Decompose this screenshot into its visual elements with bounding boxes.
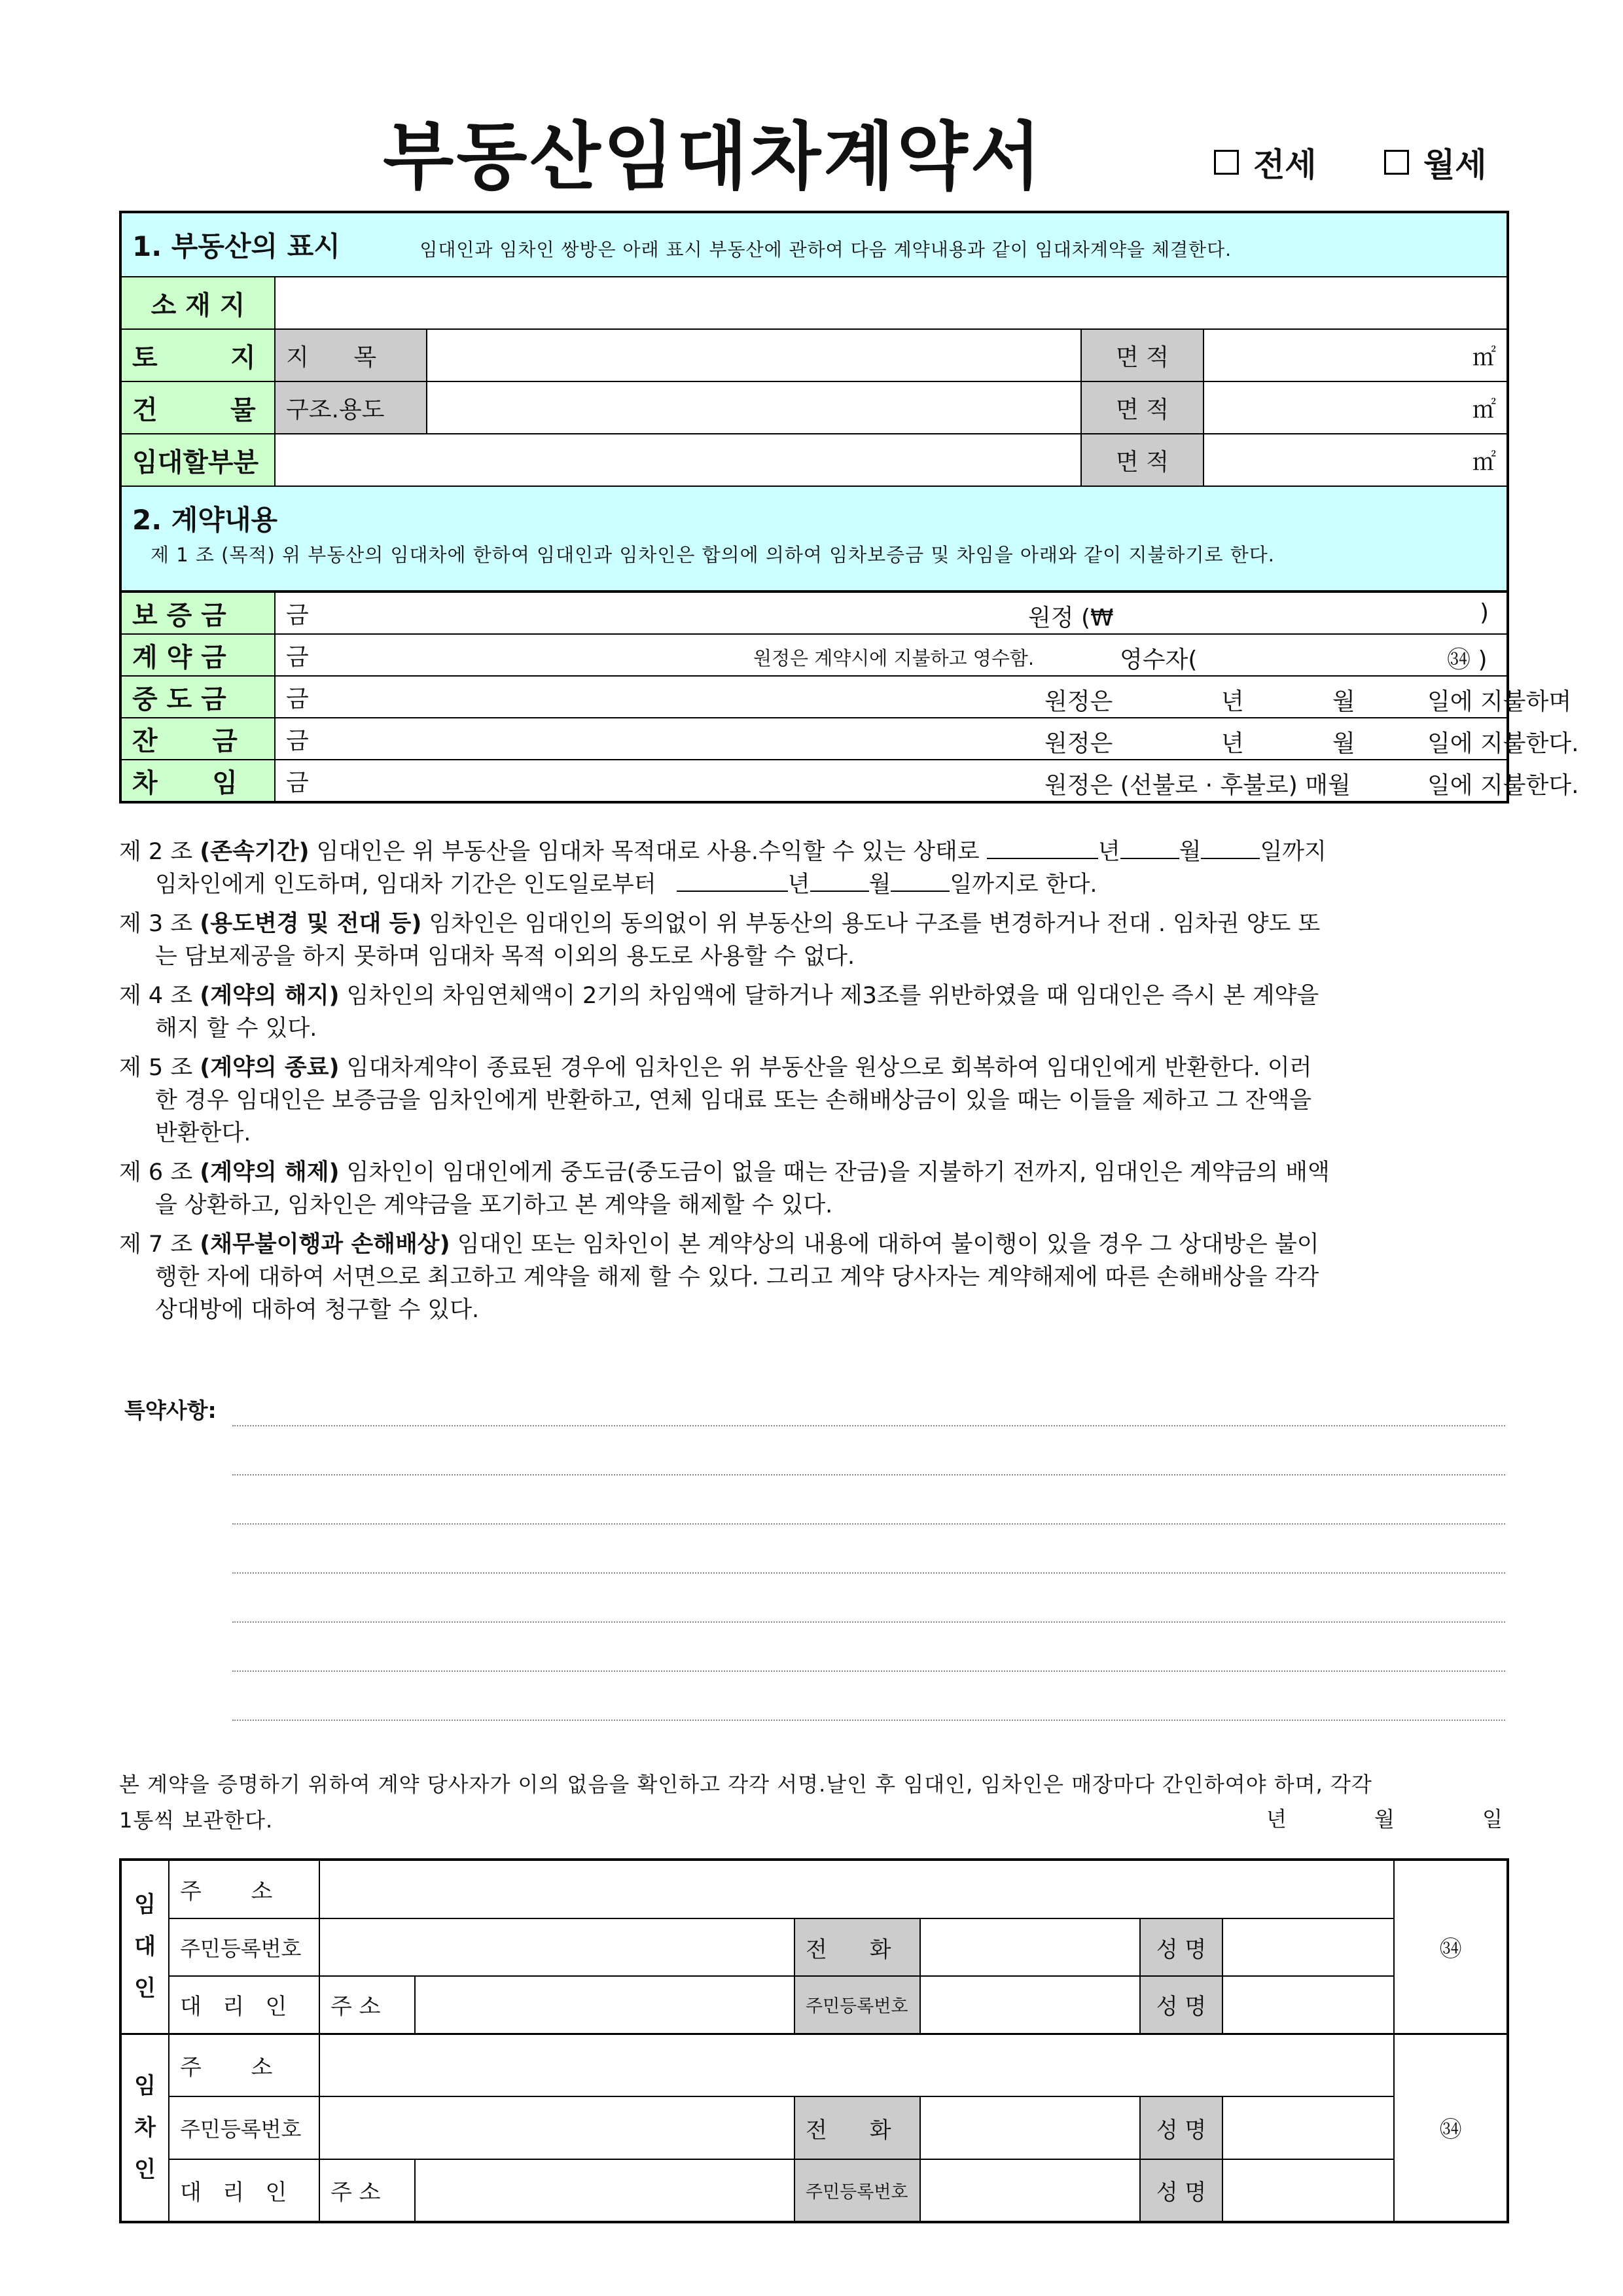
- closing-line2: 1통씩 보관한다.: [119, 1808, 274, 1833]
- lease-part-label: 임대할부분: [120, 434, 275, 486]
- article-2-month: 월: [1179, 839, 1202, 865]
- lessee-address-label: 주 소: [169, 2034, 319, 2096]
- rent-row: [120, 760, 1508, 802]
- article-6-number: 제 6 조: [119, 1159, 193, 1186]
- receiver-seal: ㉞ ): [1447, 646, 1488, 673]
- special-terms-line[interactable]: [232, 1720, 1505, 1721]
- lessee-agent-address-label: 주 소: [319, 2159, 415, 2222]
- special-terms-line[interactable]: [232, 1523, 1505, 1525]
- lessee-agent-name-field[interactable]: [1222, 2159, 1394, 2222]
- deposit-field[interactable]: [275, 592, 1508, 634]
- article-5-number: 제 5 조: [119, 1055, 193, 1081]
- article-5-line2: 한 경우 임대인은 보증금을 임차인에게 반환하고, 연체 임대료 또는 손해배상금이 있을 때는 이들을 제하고 그 잔액을: [155, 1087, 1312, 1114]
- article-2-day: 일까지: [1260, 839, 1327, 865]
- article-7: [119, 1228, 1510, 1326]
- lessor-agent-name-field[interactable]: [1222, 1976, 1394, 2034]
- article-7-number: 제 7 조: [119, 1231, 193, 1258]
- location-label: 소 재 지: [120, 277, 275, 329]
- interim-payment-row: [120, 676, 1508, 718]
- rent-text: 원정은 (선불로 · 후불로) 매월: [1044, 772, 1351, 799]
- contract-day: 일: [1482, 1807, 1503, 1831]
- lessee-id-label: 주민등록번호: [169, 2096, 319, 2159]
- section1-heading: 1. 부동산의 표시: [132, 230, 340, 262]
- special-terms-line[interactable]: [232, 1621, 1505, 1623]
- lessee-phone-label: 전 화: [794, 2096, 920, 2159]
- lessee-id-field[interactable]: [319, 2096, 794, 2159]
- contract-payment-row: [120, 634, 1508, 676]
- rent-tail: 일에 지불한다.: [1427, 772, 1579, 799]
- article-7-line2: 행한 자에 대하여 서면으로 최고하고 계약을 해제 할 수 있다. 그리고 계약 당사자는 계약해제에 따른 손해배상을 각각: [155, 1264, 1319, 1290]
- land-category-field[interactable]: [427, 329, 1081, 381]
- contract-payment-prefix: 금: [286, 643, 309, 671]
- jeonse-checkbox[interactable]: [1214, 150, 1239, 175]
- section2-heading: 2. 계약내용: [132, 504, 278, 536]
- closing-statement: [119, 1767, 1507, 1839]
- building-structure-field[interactable]: [427, 381, 1081, 434]
- lessee-address-field[interactable]: [319, 2034, 1394, 2096]
- lessor-agent-id-field[interactable]: [920, 1976, 1140, 2034]
- article-3: [119, 908, 1510, 973]
- lessor-agent-id-label: 주민등록번호: [794, 1976, 920, 2034]
- closing-line1: 본 계약을 증명하기 위하여 계약 당사자가 이의 없음을 확인하고 각각 서명.날인 후 임대인, 임차인은 매장마다 간인하여야 하며, 각각: [119, 1772, 1372, 1797]
- special-terms-line[interactable]: [232, 1670, 1505, 1672]
- article-2-number: 제 2 조: [119, 839, 193, 865]
- interim-tail: 일에 지불하며: [1427, 688, 1572, 715]
- lessee-seal: ㉞: [1394, 2034, 1508, 2222]
- article-4-title: (계약의 해지): [200, 983, 340, 1009]
- deposit-row: [120, 592, 1508, 634]
- article-2-line1: 임대인은 위 부동산을 임대차 목적대로 사용.수익할 수 있는 상태로: [316, 839, 980, 865]
- article1-text: 제 1 조 (목적) 위 부동산의 임대차에 한하여 임대인과 임차인은 합의에 의하여 임차보증금 및 차임을 아래와 같이 지불하기로 한다.: [151, 544, 1275, 566]
- article-4: [119, 980, 1510, 1045]
- lessor-agent-address-label: 주 소: [319, 1976, 415, 2034]
- lease-part-field[interactable]: [275, 434, 1081, 486]
- article-5-line1: 임대차계약이 종료된 경우에 임차인은 위 부동산을 원상으로 회복하여 임대인에게 반환한다. 이러: [346, 1055, 1312, 1081]
- special-terms-label: 특약사항:: [124, 1398, 217, 1423]
- lessee-agent-address-field[interactable]: [415, 2159, 794, 2222]
- contract-year: 년: [1266, 1807, 1287, 1831]
- lease-area-field[interactable]: [1204, 434, 1508, 486]
- contract-payment-text: 원정은 계약시에 지불하고 영수함.: [753, 647, 1035, 669]
- article-2-month-blank[interactable]: [1120, 838, 1179, 859]
- lease-area-label: 면 적: [1081, 434, 1204, 486]
- special-terms-line[interactable]: [232, 1572, 1505, 1574]
- land-category-label: 지 목: [275, 329, 427, 381]
- lessor-phone-field[interactable]: [920, 1918, 1140, 1976]
- article-5: [119, 1051, 1510, 1150]
- lessor-phone-label: 전 화: [794, 1918, 920, 1976]
- land-area-label: 면 적: [1081, 329, 1204, 381]
- article-2-period-year-blank[interactable]: [677, 871, 788, 892]
- balance-row: [120, 718, 1508, 760]
- interim-month: 월: [1332, 688, 1355, 715]
- balance-text: 원정은: [1044, 730, 1113, 757]
- article-5-line3: 반환한다.: [155, 1120, 251, 1146]
- section1-description: 임대인과 임차인 쌍방은 아래 표시 부동산에 관하여 다음 계약내용과 같이 임대차계약을 체결한다.: [419, 239, 1232, 260]
- interim-payment-label: 중 도 금: [120, 676, 275, 718]
- article-2-period-year: 년: [787, 872, 810, 898]
- balance-label: 잔 금: [120, 718, 275, 760]
- lessor-id-label: 주민등록번호: [169, 1918, 319, 1976]
- land-label: 토 지: [120, 329, 275, 381]
- lessee-phone-field[interactable]: [920, 2096, 1140, 2159]
- parties-table: [119, 1858, 1509, 2223]
- article-2-period-day-blank[interactable]: [891, 871, 950, 892]
- lessor-address-label: 주 소: [169, 1860, 319, 1918]
- wolse-option[interactable]: [1384, 139, 1487, 186]
- receiver-label: 영수자(: [1120, 646, 1198, 673]
- lessor-agent-address-field[interactable]: [415, 1976, 794, 2034]
- article-5-title: (계약의 종료): [200, 1055, 340, 1081]
- article-2-period-day: 일까지로 한다.: [950, 872, 1097, 898]
- property-table: [119, 211, 1509, 593]
- article-3-line1: 임차인은 임대인의 동의없이 위 부동산의 용도나 구조를 변경하거나 전대 . 임차권 양도 또: [429, 911, 1321, 937]
- balance-tail: 일에 지불한다.: [1427, 730, 1579, 757]
- article-7-title: (채무불이행과 손해배상): [200, 1231, 450, 1258]
- document-title: 부동산임대차계약서: [383, 115, 1044, 200]
- article-6: [119, 1156, 1510, 1222]
- article-2: [119, 836, 1510, 901]
- balance-prefix: 금: [286, 727, 309, 754]
- article-6-line1: 임차인이 임대인에게 중도금(중도금이 없을 때는 잔금)을 지불하기 전까지, 임대인은 계약금의 배액: [346, 1159, 1330, 1186]
- deposit-prefix: 금: [286, 601, 309, 629]
- lessor-label: 임 대 인: [120, 1860, 169, 2034]
- building-area-label: 면 적: [1081, 381, 1204, 434]
- article-2-period-month: 월: [868, 872, 891, 898]
- article-7-line3: 상대방에 대하여 청구할 수 있다.: [155, 1297, 480, 1323]
- lessee-name-field[interactable]: [1222, 2096, 1394, 2159]
- article-4-line1: 임차인의 차임연체액이 2기의 차임액에 달하거나 제3조를 위반하였을 때 임대인은 즉시 본 계약을: [346, 983, 1319, 1009]
- article-4-line2: 해지 할 수 있다.: [155, 1016, 317, 1042]
- lessor-seal: ㉞: [1394, 1860, 1508, 2034]
- lessee-label: 임 차 인: [120, 2034, 169, 2222]
- article-3-title: (용도변경 및 전대 등): [200, 911, 422, 937]
- article-2-year-blank[interactable]: [987, 838, 1098, 859]
- special-terms-line[interactable]: [232, 1425, 1505, 1426]
- interim-payment-prefix: 금: [286, 685, 309, 713]
- building-structure-label: 구조.용도: [275, 381, 427, 434]
- land-area-field[interactable]: [1204, 329, 1508, 381]
- deposit-text: 원정 (₩: [1028, 605, 1114, 631]
- rent-label: 차 임: [120, 760, 275, 802]
- balance-year: 년: [1221, 730, 1244, 757]
- jeonse-label: 전세: [1253, 146, 1317, 184]
- location-field[interactable]: [275, 277, 1508, 329]
- wolse-checkbox[interactable]: [1384, 150, 1409, 175]
- lessor-name-field[interactable]: [1222, 1918, 1394, 1976]
- payment-table: [119, 590, 1579, 804]
- special-terms-line[interactable]: [232, 1474, 1505, 1475]
- lessor-name-label: 성 명: [1140, 1918, 1222, 1976]
- interim-year: 년: [1221, 688, 1244, 715]
- article-2-day-blank[interactable]: [1201, 838, 1260, 859]
- deposit-label: 보 증 금: [120, 592, 275, 634]
- building-area-unit: ㎡: [1472, 396, 1497, 423]
- contract-payment-label: 계 약 금: [120, 634, 275, 676]
- article-4-number: 제 4 조: [119, 983, 193, 1009]
- article-2-year: 년: [1097, 839, 1120, 865]
- article-2-line2: 임차인에게 인도하며, 임대차 기간은 인도일로부터: [155, 872, 656, 898]
- balance-field[interactable]: [275, 718, 1579, 760]
- section2-header: [120, 486, 1508, 592]
- article-2-title: (존속기간): [200, 839, 310, 865]
- lessee-name-label: 성 명: [1140, 2096, 1222, 2159]
- article-7-line1: 임대인 또는 임차인이 본 계약상의 내용에 대하여 불이행이 있을 경우 그 상대방은 불이: [457, 1231, 1319, 1258]
- lessee-agent-label: 대 리 인: [169, 2159, 319, 2222]
- lessee-agent-id-field[interactable]: [920, 2159, 1140, 2222]
- jeonse-option[interactable]: [1214, 139, 1317, 186]
- article-6-title: (계약의 해제): [200, 1159, 340, 1186]
- interim-payment-text: 원정은: [1044, 688, 1113, 715]
- balance-month: 월: [1332, 730, 1355, 757]
- lease-area-unit: ㎡: [1472, 448, 1497, 476]
- contract-month: 월: [1374, 1807, 1395, 1831]
- article-2-period-month-blank[interactable]: [810, 871, 869, 892]
- lessee-agent-id-label: 주민등록번호: [794, 2159, 920, 2222]
- lessor-address-field[interactable]: [319, 1860, 1394, 1918]
- lessor-id-field[interactable]: [319, 1918, 794, 1976]
- article-6-line2: 을 상환하고, 임차인은 계약금을 포기하고 본 계약을 해제할 수 있다.: [155, 1192, 833, 1218]
- lessee-agent-name-label: 성 명: [1140, 2159, 1222, 2222]
- article-3-number: 제 3 조: [119, 911, 193, 937]
- rent-field[interactable]: [275, 760, 1579, 802]
- building-label: 건 물: [120, 381, 275, 434]
- deposit-tail: ): [1480, 599, 1489, 626]
- land-area-unit: ㎡: [1472, 344, 1497, 371]
- interim-payment-field[interactable]: [275, 676, 1572, 718]
- lessor-agent-label: 대 리 인: [169, 1976, 319, 2034]
- section1-header: [120, 212, 1508, 277]
- rent-prefix: 금: [286, 769, 309, 796]
- building-area-field[interactable]: [1204, 381, 1508, 434]
- article-3-line2: 는 담보제공을 하지 못하며 임대차 목적 이외의 용도로 사용할 수 없다.: [155, 944, 855, 970]
- contract-payment-field[interactable]: [275, 634, 1508, 676]
- wolse-label: 월세: [1423, 146, 1487, 184]
- lessor-agent-name-label: 성 명: [1140, 1976, 1222, 2034]
